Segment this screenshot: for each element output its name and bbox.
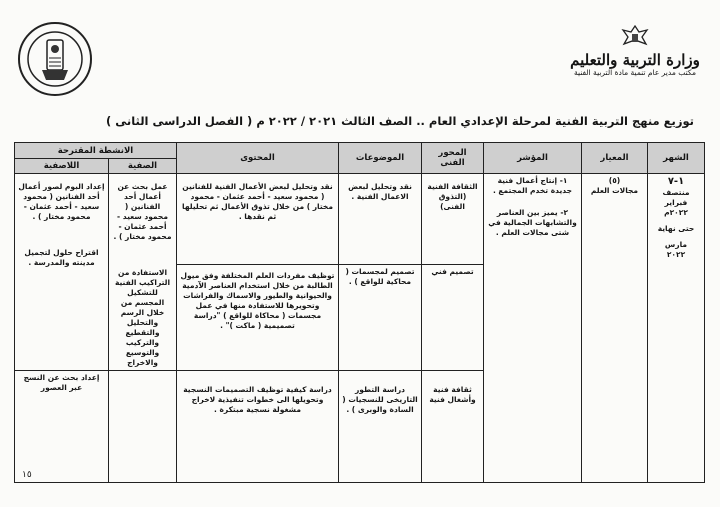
page-number: ١٥ — [22, 470, 32, 480]
week-mark: ١-٧ — [667, 176, 685, 187]
content-cell: دراسة كيفية توظيف التصميمات النسجية وتحويلها الى خطوات تنفيذية لاخراج مشغولة نسجية مبتكرة . — [177, 371, 339, 483]
axis-cell: تصميم فني — [422, 265, 484, 371]
axis-cell: ثقافة فنية وأشغال فنية — [422, 371, 484, 483]
standard-cell: (٥) مجالات العلم — [582, 174, 648, 483]
month-cell: ١-٧ منتصف فبراير ٢٠٢٢م حتى نهاية مارس ٢٠٢٢ — [648, 174, 705, 483]
header-classroom: الصفية — [109, 159, 177, 174]
header-standard: المعيار — [582, 143, 648, 174]
indicator-cell: ١- إنتاج أعمال فنية جديدة تخدم المجتمع . ٢- يميز بين العناصر والتشابهات الجمالية في شتى مجالات العلم . — [484, 174, 582, 483]
classroom-activity-cell: عمل بحث عن أعمال أحد الفنانين ( محمود سعيد - أحمد عثمان - محمود مختار ) . الاستفادة من التراكيب الفنية للتشكيل المجسم من خلال الرسم والتحليل والتقطيع والتركيب والتوسيع والاخراج — [109, 174, 177, 371]
art-education-emblem-icon — [16, 20, 94, 98]
table-row — [15, 174, 705, 265]
topic-cell: نقد وتحليل لبعض الاعمال الفنية . — [339, 174, 422, 265]
content-cell: نقد وتحليل لبعض الأعمال الفنية للفنانين ( محمود سعيد - أحمد عثمان - محمود مختار ) من خلال تذوق الأعمال ثم تحليلها ثم نقدها . — [177, 174, 339, 265]
topic-cell: تصميم لمجسمات ( محاكية للواقع ) . — [339, 265, 422, 371]
topic-cell: دراسة التطور التاريخى للنسجيات ( السادة والوبرى ) . — [339, 371, 422, 483]
curriculum-table — [14, 142, 705, 483]
header-indicator: المؤشر — [484, 143, 582, 174]
ministry-header — [560, 24, 710, 78]
office-name: مكتب مدير عام تنمية مادة التربية الفنية — [573, 68, 697, 77]
document-title: توزيع منهج التربية الفنية لمرحلة الإعدادي العام .. الصف الثالث ٢٠٢١ / ٢٠٢٢ م ( الفصل الدراسى الثانى ) — [106, 114, 694, 128]
header-topics: الموضوعات — [339, 143, 422, 174]
extracurricular-activity-cell: إعداد البوم لصور أعمال أحد الفنانين ( محمود سعيد - أحمد عثمان - محمود مختار ) . اقتراح حلول لتجميل مدينته والمدرسة . — [15, 174, 109, 371]
content-cell: توظيف مفردات العلم المختلفة وفق ميول الطالبة من خلال استخدام العناصر الآدمية والحيوانية والطيور والاسماك والفراشات وتحويرها للاستفادة منها في عمل مجسمات ( محاكاة للواقع ) "دراسة تصميمية ( ماكت )" . — [177, 265, 339, 371]
header-extracurricular: اللاصفية — [15, 159, 109, 174]
ministry-name: وزارة التربية والتعليم — [570, 51, 700, 69]
eagle-emblem-icon — [620, 24, 650, 50]
header-content: المحتوى — [177, 143, 339, 174]
axis-cell: الثقافة الفنية (التذوق الفنى) — [422, 174, 484, 265]
header-activities: الانشطة المقترحة — [15, 143, 177, 159]
extracurricular-activity-cell: إعداد بحث عن النسج عبر العصور — [15, 371, 109, 483]
classroom-activity-cell — [109, 371, 177, 483]
header-month: الشهر — [648, 143, 705, 174]
header-axis: المحور الفنى — [422, 143, 484, 174]
